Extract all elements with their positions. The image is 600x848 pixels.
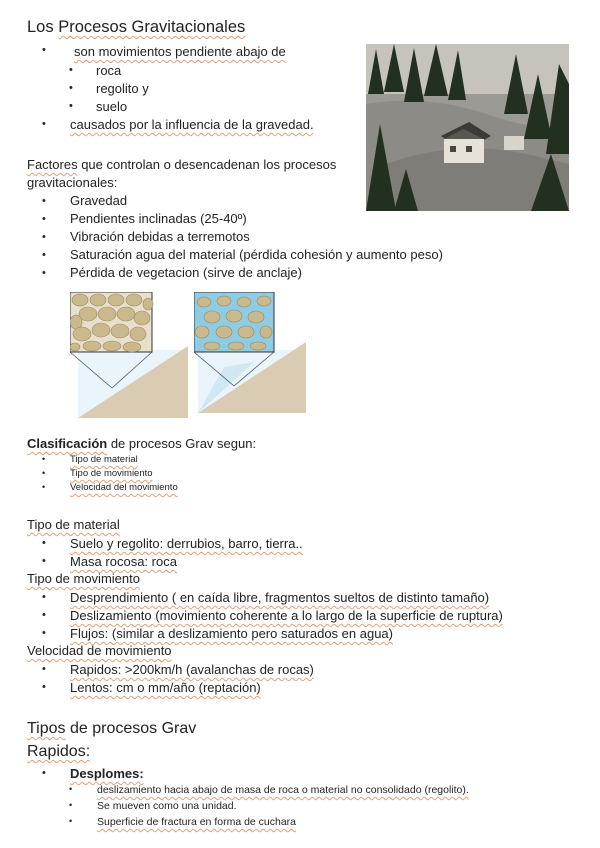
bullet: • <box>42 267 46 279</box>
velocidad-item: Lentos: cm o mm/año (reptación) <box>70 680 261 695</box>
tipo-movimiento-item: Flujos: (similar a deslizamiento pero saturados en agua) <box>70 626 393 641</box>
desplomes-item: deslizamiento hacia abajo de masa de roca o material no consolidado (regolito). <box>97 784 469 796</box>
bullet: • <box>42 482 46 492</box>
factor-item: Pérdida de vegetacion (sirve de anclaje) <box>70 265 302 280</box>
intro-subitem: regolito y <box>96 81 149 96</box>
tipo-movimiento-item: Deslizamiento (movimiento coherente a lo largo de la superficie de ruptura) <box>70 608 503 623</box>
dry-slope-diagram <box>70 292 188 418</box>
tipo-material-item: Suelo y regolito: derrubios, barro, tierra.. <box>70 536 303 551</box>
bullet: • <box>42 213 46 225</box>
bullet: • <box>42 537 46 549</box>
page-title: Los Procesos Gravitacionales <box>27 18 246 36</box>
bullet: • <box>69 784 73 794</box>
intro-subitem: roca <box>96 63 122 78</box>
bullet: • <box>42 609 46 621</box>
landslide-house-photo <box>366 44 569 211</box>
bullet: • <box>69 816 73 826</box>
velocidad-item: Rapidos: >200km/h (avalanchas de rocas) <box>70 662 314 677</box>
bullet: • <box>42 663 46 675</box>
clasificacion-item: Tipo de movimiento <box>70 468 153 479</box>
bullet: • <box>42 118 46 130</box>
desplomes-item: Superficie de fractura en forma de cuchara <box>97 816 297 828</box>
clasificacion-item: Velocidad del movimiento <box>70 482 178 493</box>
bullet: • <box>42 627 46 639</box>
velocidad-heading: Velocidad de movimiento <box>27 643 172 658</box>
factor-item: Pendientes inclinadas (25-40º) <box>70 211 247 226</box>
factores-heading: Factores que controlan o desencadenan los procesos <box>27 157 337 172</box>
tipo-movimiento-heading: Tipo de movimiento <box>27 571 140 586</box>
bullet: • <box>42 767 46 779</box>
factor-item: Gravedad <box>70 193 128 208</box>
clasificacion-heading: Clasificación de procesos Grav segun: <box>27 436 257 451</box>
title-main: Procesos Gravitacionales <box>58 18 246 36</box>
factores-heading-line2: gravitacionales: <box>27 175 118 190</box>
bullet: • <box>42 44 46 56</box>
factor-item: Saturación agua del material (pérdida cohesión y aumento peso) <box>70 247 443 262</box>
tipos-heading: Tipos de procesos Grav <box>27 720 197 737</box>
bullet: • <box>42 681 46 693</box>
tipo-material-heading: Tipo de material <box>27 517 120 532</box>
tipo-movimiento-item: Desprendimiento ( en caída libre, fragmentos sueltos de distinto tamaño) <box>70 590 490 605</box>
bullet: • <box>42 231 46 243</box>
bullet: • <box>42 468 46 478</box>
clasificacion-item: Tipo de material <box>70 454 138 465</box>
tipo-material-item: Masa rocosa: roca <box>70 554 177 569</box>
bullet: • <box>42 195 46 207</box>
intro-subitem: suelo <box>96 99 128 114</box>
intro-line1: son movimientos pendiente abajo de <box>74 44 286 59</box>
intro-line2: causados por la influencia de la gravedad. <box>70 117 314 132</box>
bullet: • <box>42 454 46 464</box>
factor-item: Vibración debidas a terremotos <box>70 229 250 244</box>
rapidos-heading: Rapidos: <box>27 743 91 760</box>
bullet: • <box>42 555 46 567</box>
bullet: • <box>42 249 46 261</box>
bullet: • <box>69 64 73 76</box>
desplomes-heading: Desplomes: <box>70 766 144 781</box>
saturated-slope-diagram <box>194 292 306 413</box>
bullet: • <box>69 100 73 112</box>
bullet: • <box>69 82 73 94</box>
bullet: • <box>42 591 46 603</box>
desplomes-item: Se mueven como una unidad. <box>97 800 237 812</box>
bullet: • <box>69 800 73 810</box>
